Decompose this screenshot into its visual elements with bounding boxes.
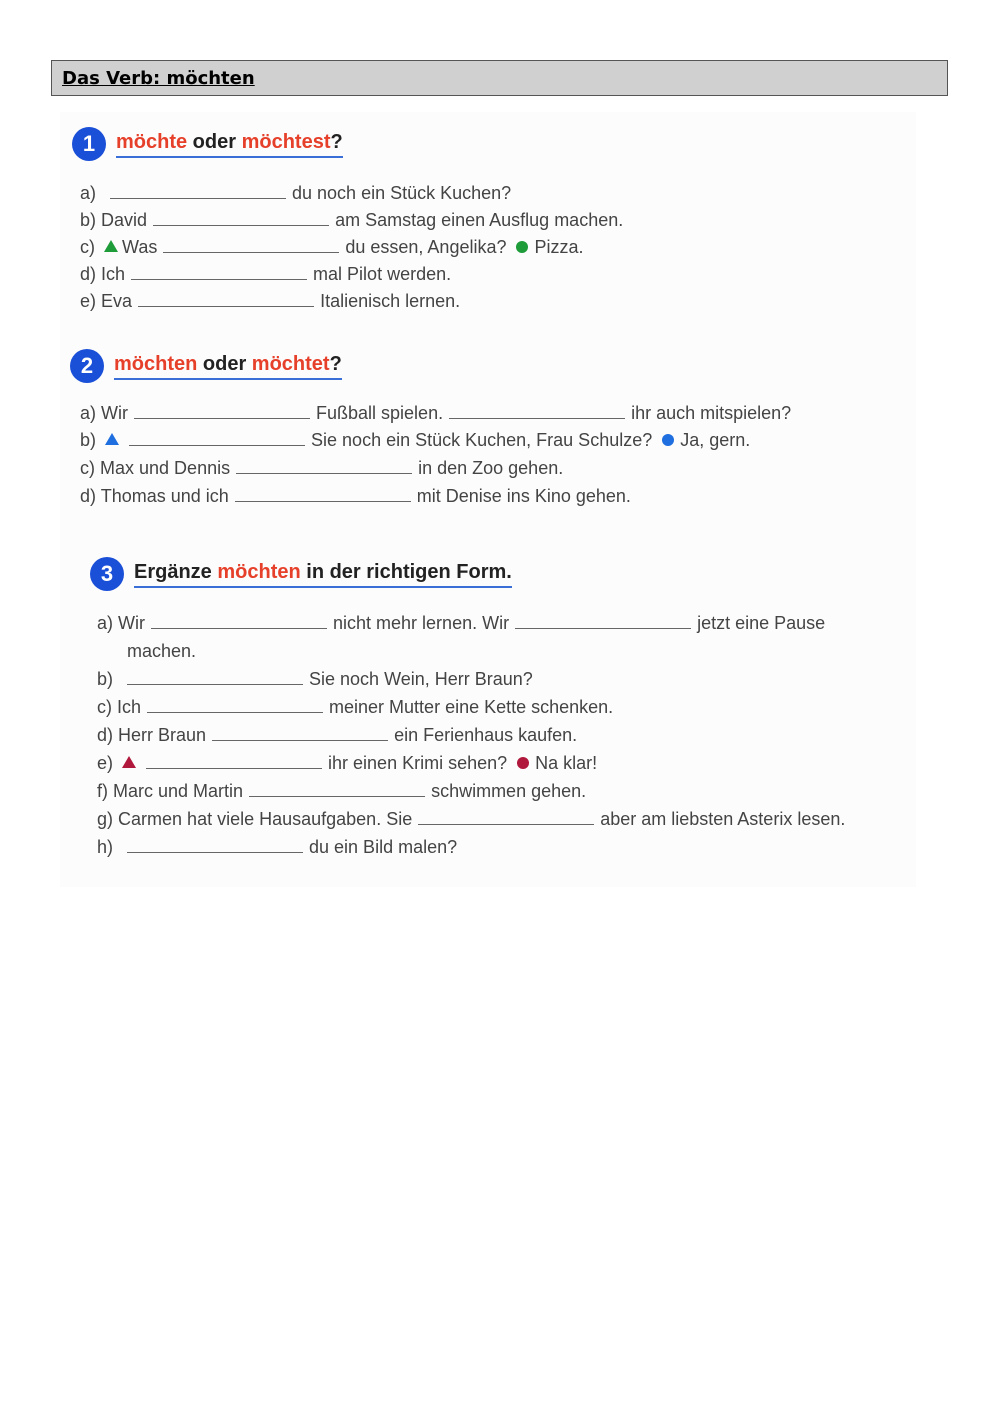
answer-blank[interactable] (515, 614, 691, 629)
answer-blank[interactable] (235, 487, 411, 502)
answer-blank[interactable] (146, 754, 322, 769)
exercise-item: a) Wir nicht mehr lernen. Wir jetzt eine Pause (97, 613, 826, 633)
answer-blank[interactable] (138, 292, 314, 307)
answer-blank[interactable] (110, 184, 286, 199)
exercise-item: e) Eva Italienisch lernen. (80, 291, 461, 311)
section-number-badge: 2 (70, 349, 104, 383)
crimson-dot-icon (517, 757, 529, 769)
answer-blank[interactable] (418, 810, 594, 825)
blue-triangle-icon (105, 433, 119, 445)
exercise-item: c) Max und Dennis in den Zoo gehen. (80, 458, 564, 478)
exercise-item-continuation: machen. (127, 641, 197, 661)
answer-blank[interactable] (153, 211, 329, 226)
answer-blank[interactable] (449, 404, 625, 419)
exercise-item: d) Thomas und ich mit Denise ins Kino gehen. (80, 486, 631, 506)
exercise-item: d) Herr Braun ein Ferienhaus kaufen. (97, 725, 578, 745)
answer-blank[interactable] (127, 670, 303, 685)
green-triangle-icon (104, 240, 118, 252)
exercise-item: b) David am Samstag einen Ausflug machen. (80, 210, 624, 230)
exercise-item: b) Sie noch Wein, Herr Braun? (97, 669, 533, 689)
section-heading-text: möchten oder möchtet? (114, 353, 342, 380)
crimson-triangle-icon (122, 756, 136, 768)
title-bar (51, 60, 948, 96)
answer-blank[interactable] (163, 238, 339, 253)
answer-blank[interactable] (212, 726, 388, 741)
section-number-badge: 1 (72, 127, 106, 161)
exercise-item: h) du ein Bild malen? (97, 837, 458, 857)
answer-blank[interactable] (147, 698, 323, 713)
answer-blank[interactable] (131, 265, 307, 280)
section-3-heading (90, 557, 512, 591)
exercise-item: g) Carmen hat viele Hausaufgaben. Sie aber am liebsten Asterix lesen. (97, 809, 846, 829)
exercise-item: c) Ich meiner Mutter eine Kette schenken. (97, 697, 614, 717)
blue-dot-icon (662, 434, 674, 446)
page-title: Das Verb: möchten (62, 68, 255, 89)
answer-blank[interactable] (129, 431, 305, 446)
answer-blank[interactable] (127, 838, 303, 853)
exercise-item: b) Sie noch ein Stück Kuchen, Frau Schulze? Ja, gern. (80, 430, 751, 450)
answer-blank[interactable] (236, 459, 412, 474)
answer-blank[interactable] (249, 782, 425, 797)
exercise-item: c) Was du essen, Angelika? Pizza. (80, 237, 584, 257)
section-heading-text: Ergänze möchten in der richtigen Form. (134, 561, 512, 588)
answer-blank[interactable] (151, 614, 327, 629)
section-2-heading (70, 349, 342, 383)
exercise-item: a) du noch ein Stück Kuchen? (80, 183, 512, 203)
exercise-item: a) Wir Fußball spielen. ihr auch mitspielen? (80, 403, 792, 423)
section-1-heading (72, 127, 343, 161)
section-heading-text: möchte oder möchtest? (116, 131, 343, 158)
answer-blank[interactable] (134, 404, 310, 419)
section-number-badge: 3 (90, 557, 124, 591)
green-dot-icon (516, 241, 528, 253)
exercise-item: d) Ich mal Pilot werden. (80, 264, 452, 284)
exercise-item: e) ihr einen Krimi sehen? Na klar! (97, 753, 598, 773)
exercise-item: f) Marc und Martin schwimmen gehen. (97, 781, 587, 801)
